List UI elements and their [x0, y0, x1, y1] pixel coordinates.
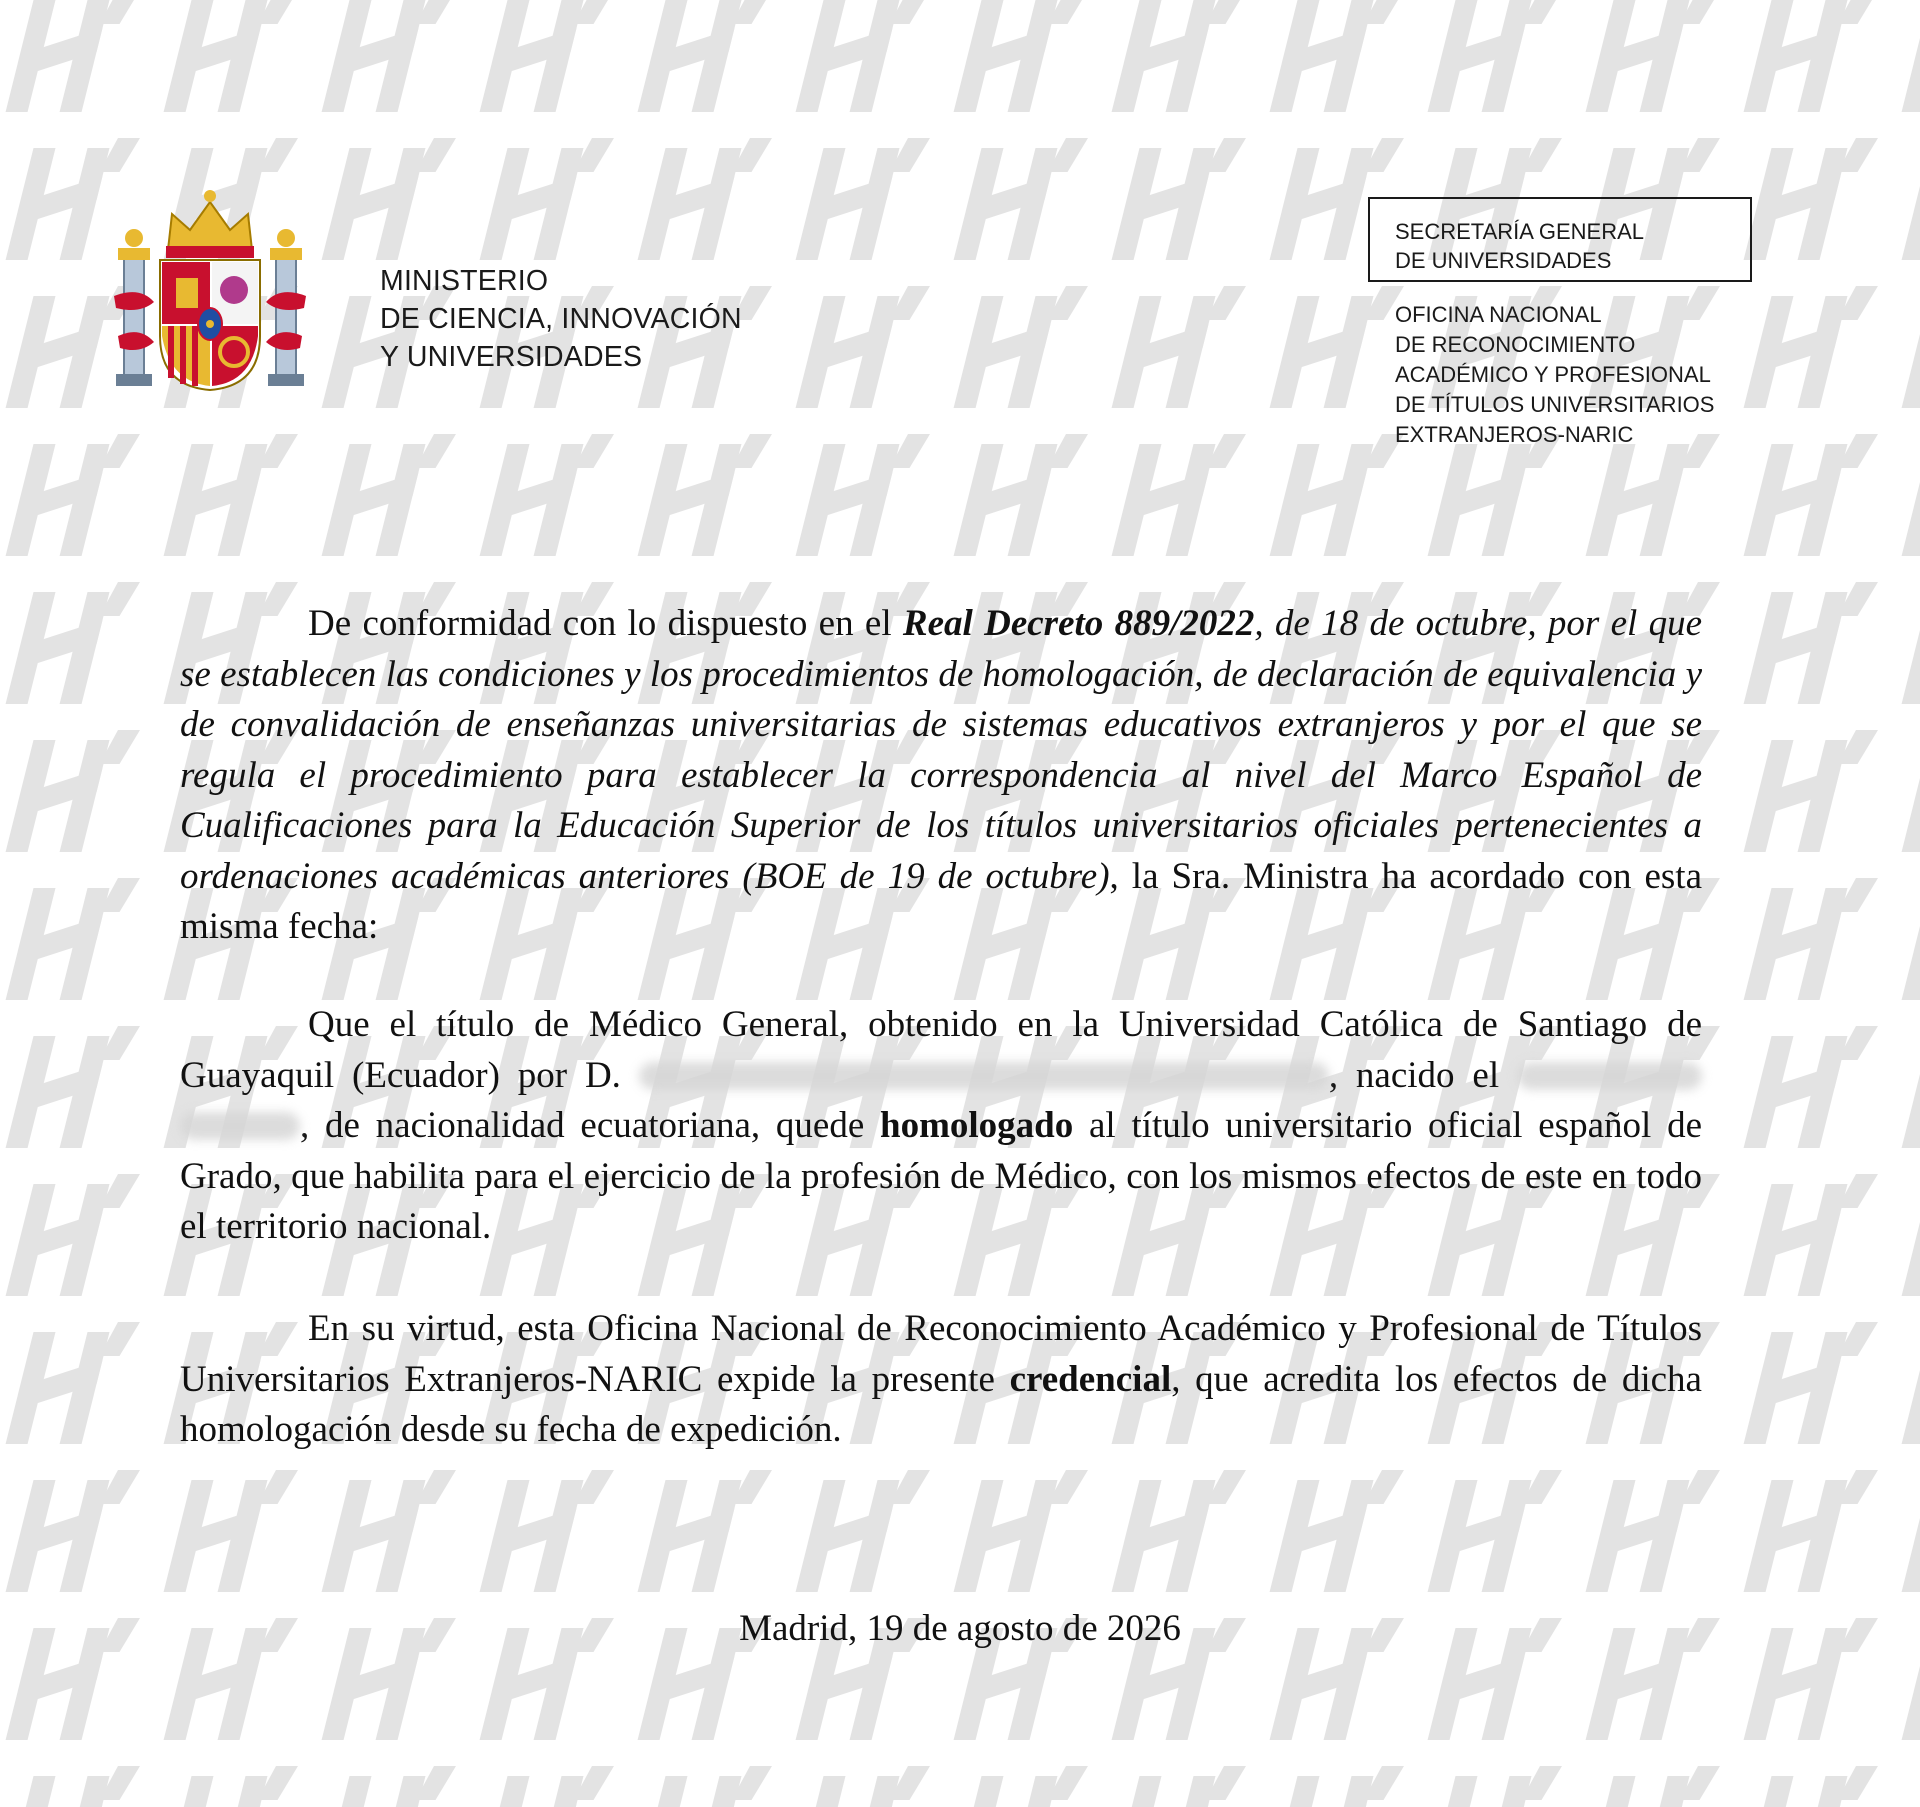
p3-text-end: , que acredita los efectos de dicha homologación desde su fecha de expedición.	[180, 1358, 1702, 1450]
decree-reference: Real Decreto 889/2022	[902, 603, 1255, 644]
office-line: OFICINA NACIONAL	[1395, 302, 1602, 327]
spanish-coat-of-arms-icon	[110, 186, 310, 400]
p1-text-end: , la Sra. Ministra ha acordado con esta misma fecha:	[180, 855, 1702, 947]
credential-paragraph	[180, 1304, 1702, 1456]
secretariat-line: SECRETARÍA GENERAL	[1395, 219, 1644, 244]
ministry-line: Y UNIVERSIDADES	[380, 341, 643, 373]
redacted-name	[639, 1062, 1329, 1090]
homologation-paragraph	[180, 1000, 1702, 1253]
office-line: EXTRANJEROS-NARIC	[1395, 422, 1634, 447]
p2-text-nationality: , de nacionalidad ecuatoriana, quede	[300, 1105, 880, 1146]
secretariat-box	[1368, 197, 1752, 282]
p2-text-end: al título universitario oficial español de Grado, que habilita para el ejercicio de la profesión de Médico, con los mismos efectos de este en todo el territorio nacional.	[180, 1105, 1702, 1247]
homologado-emphasis: homologado	[880, 1105, 1074, 1146]
office-name	[1395, 300, 1714, 450]
redacted-birth-year	[180, 1112, 300, 1140]
decree-title: , de 18 de octubre, por el que se establecen las condiciones y los procedimientos de homologación, de declaración de equivalencia y de convalidación de enseñanzas universitarias de sistemas educativos extranjeros y por el que se regula el procedimiento para establecer la correspondencia al nivel del Marco Español de Cualificaciones para la Educación Superior de los títulos universitarios oficiales pertenecientes a ordenaciones académicas anteriores (BOE de 19 de octubre)	[180, 603, 1702, 897]
secretariat-line: DE UNIVERSIDADES	[1395, 248, 1612, 273]
p1-text-start: De conformidad con lo dispuesto en el	[308, 603, 903, 644]
crown-icon	[166, 190, 254, 258]
office-line: DE TÍTULOS UNIVERSITARIOS	[1395, 392, 1715, 417]
place-and-date: Madrid, 19 de agosto de 2026	[739, 1608, 1181, 1649]
ministry-line: DE CIENCIA, INNOVACIÓN	[380, 303, 742, 335]
legal-basis-paragraph	[180, 599, 1702, 953]
p2-text-start: Que el título de Médico General, obtenido en la Universidad Católica de Santiago de Guayaquil (Ecuador) por D.	[180, 1004, 1702, 1096]
office-line: ACADÉMICO Y PROFESIONAL	[1395, 362, 1711, 387]
p3-text-start: En su virtud, esta Oficina Nacional de Reconocimiento Académico y Profesional de Títulos Universitarios Extranjeros-NARIC expide la presente	[180, 1308, 1702, 1400]
p2-text-born: , nacido el	[1328, 1054, 1518, 1096]
ministry-name	[380, 262, 742, 376]
redacted-birth-date	[1517, 1062, 1702, 1090]
shield-icon	[160, 260, 260, 390]
credencial-emphasis: credencial	[1009, 1358, 1172, 1400]
office-line: DE RECONOCIMIENTO	[1395, 332, 1636, 357]
ministry-line: MINISTERIO	[380, 265, 549, 297]
